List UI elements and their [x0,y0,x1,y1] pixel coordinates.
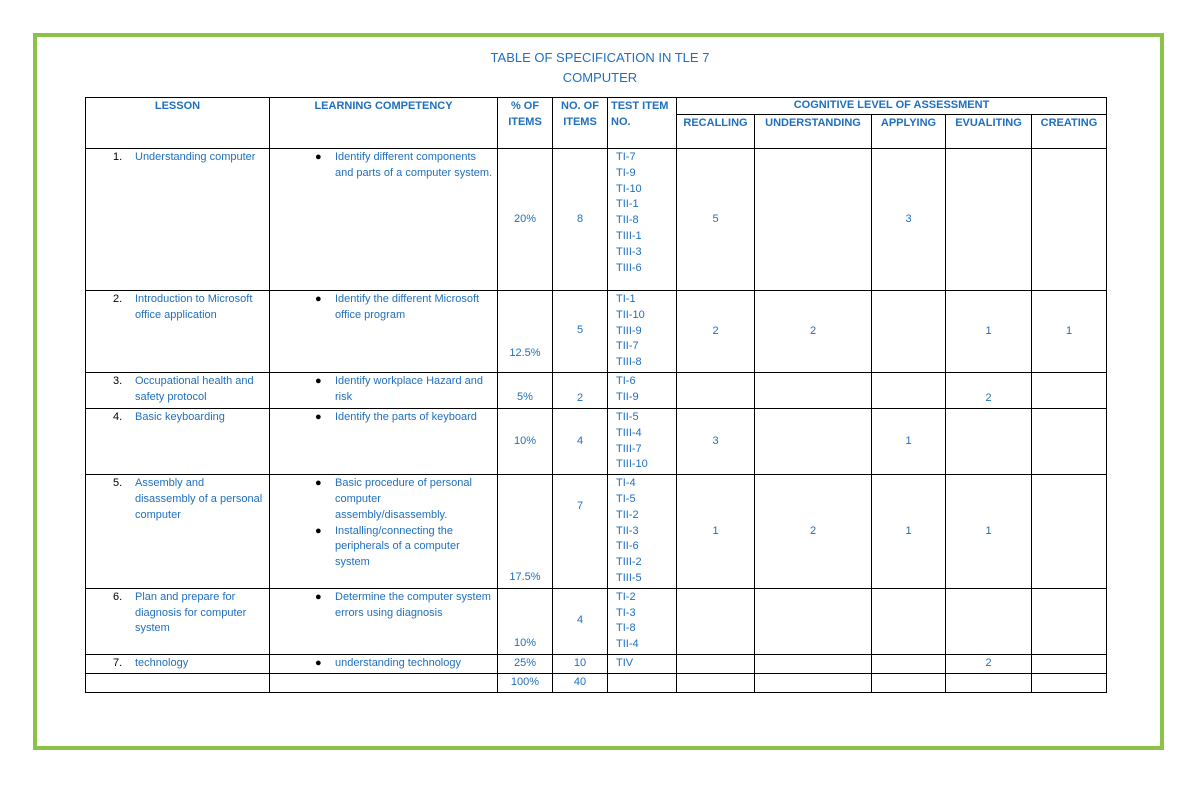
evualiting-cell [946,408,1032,474]
competency-item [273,476,494,523]
table-row [86,149,1107,291]
competency-item [273,410,494,426]
recalling-cell: 2 [677,291,755,373]
test-item-no: TIII-2 [616,556,642,569]
no-items-cell: 4 [553,408,608,474]
applying-cell: 1 [872,408,946,474]
test-item-cell [608,654,677,673]
competency-item [273,590,494,622]
test-item-no: TIV [616,656,634,669]
understanding-cell: 2 [755,475,872,589]
creating-cell [1032,408,1107,474]
creating-cell [1032,475,1107,589]
col-header-applying: APPLYING [872,115,946,149]
col-header-cognitive: COGNITIVE LEVEL OF ASSESSMENT [677,98,1107,115]
understanding-cell [755,654,872,673]
competency-cell [270,408,498,474]
recalling-cell: 5 [677,149,755,291]
evualiting-cell: 2 [946,654,1032,673]
no-items-cell: 10 [553,654,608,673]
test-item-no: TII-8 [616,214,639,227]
understanding-cell [755,149,872,291]
lesson-cell [86,372,270,408]
lesson-number: 5. [113,477,123,490]
understanding-cell [755,588,872,654]
totals-blank-cell [270,673,498,692]
applying-cell [872,588,946,654]
table-body [86,149,1107,693]
lesson-text: Plan and prepare for diagnosis for computer system [135,590,247,635]
test-item-cell [608,149,677,291]
lesson-number: 1. [113,151,123,163]
col-header-competency: LEARNING COMPETENCY [270,98,498,149]
test-item-no: TI-7 [616,151,636,163]
test-item-no: TI-4 [616,477,636,490]
test-item-no: TII-2 [616,508,639,521]
col-header-lesson: LESSON [86,98,270,149]
test-item-no: TI-5 [616,492,636,505]
bullet-icon: ● [315,410,322,423]
lesson-number: 2. [113,293,123,305]
no-items-cell: 5 [553,291,608,373]
no-items-cell: 4 [553,588,608,654]
totals-blank-cell [1032,673,1107,692]
document-title: TABLE OF SPECIFICATION IN TLE 7 [490,50,710,65]
col-header-test-item: TEST ITEM NO. [608,98,677,149]
lesson-cell [86,475,270,589]
test-item-no: TII-5 [616,410,639,423]
lesson-cell [86,588,270,654]
test-item-cell [608,408,677,474]
evualiting-cell: 1 [946,291,1032,373]
lesson-number: 3. [113,374,123,387]
bullet-icon: ● [315,524,322,537]
competency-text: Identify the parts of keyboard [335,410,477,423]
test-item-no: TI-8 [616,622,636,635]
understanding-cell [755,408,872,474]
lesson-text: Basic keyboarding [135,410,225,423]
test-item-no: TII-7 [616,340,639,353]
totals-blank-cell [946,673,1032,692]
test-item-no: TIII-9 [616,324,642,337]
test-item-no: TI-2 [616,590,636,603]
understanding-cell: 2 [755,291,872,373]
test-item-no: TI-10 [616,182,642,195]
test-item-no: TII-9 [616,390,639,403]
percent-cell: 5% [498,372,553,408]
test-item-cell [608,291,677,373]
understanding-cell [755,372,872,408]
competency-text: Identify the different Microsoft office program [335,293,480,321]
percent-cell: 17.5% [498,475,553,589]
test-item-no: TIII-10 [616,458,648,471]
test-item-no: TII-4 [616,638,639,651]
bullet-icon: ● [315,293,322,305]
table-row [86,372,1107,408]
test-item-no: TI-6 [616,374,636,387]
competency-text: Determine the computer system errors using diagnosis [335,590,491,619]
col-header-no-items: NO. OF ITEMS [553,98,608,149]
table-row [86,408,1107,474]
test-item-cell [608,588,677,654]
creating-cell [1032,149,1107,291]
no-items-cell: 7 [553,475,608,589]
test-item-no: TIII-4 [616,426,642,439]
recalling-cell [677,372,755,408]
test-item-no: TI-9 [616,166,636,179]
percent-cell: 10% [498,588,553,654]
competency-text: Installing/connecting the peripherals of a computer system [335,524,460,569]
lesson-text: Assembly and disassembly of a personal computer [135,477,263,521]
totals-blank-cell [86,673,270,692]
totals-blank-cell [608,673,677,692]
bullet-icon: ● [315,656,322,669]
evualiting-cell [946,588,1032,654]
competency-item [273,150,494,182]
applying-cell: 3 [872,149,946,291]
table-row [86,291,1107,373]
competency-cell [270,654,498,673]
totals-blank-cell [755,673,872,692]
table-row [86,475,1107,589]
test-item-no: TII-10 [616,308,645,321]
recalling-cell: 3 [677,408,755,474]
percent-cell: 20% [498,149,553,291]
applying-cell [872,654,946,673]
competency-item [273,524,494,571]
percent-cell: 12.5% [498,291,553,373]
competency-cell [270,291,498,373]
table-row [86,654,1107,673]
evualiting-cell: 2 [946,372,1032,408]
bullet-icon: ● [315,151,322,163]
test-item-no: TII-3 [616,524,639,537]
competency-cell [270,475,498,589]
competency-item [273,656,494,672]
col-header-understanding: UNDERSTANDING [755,115,872,149]
test-item-no: TIII-1 [616,229,642,242]
competency-cell [270,588,498,654]
recalling-cell [677,654,755,673]
competency-item [273,292,494,324]
percent-cell: 25% [498,654,553,673]
test-item-no: TIII-8 [616,356,642,369]
test-item-no: TIII-5 [616,571,642,584]
competency-text: Identify workplace Hazard and risk [335,374,483,403]
competency-text: understanding technology [335,656,461,669]
evualiting-cell [946,149,1032,291]
creating-cell [1032,372,1107,408]
lesson-number: 4. [113,410,123,423]
table-row [86,588,1107,654]
evualiting-cell: 1 [946,475,1032,589]
competency-cell [270,149,498,291]
bullet-icon: ● [315,477,322,490]
col-header-evualiting: EVUALITING [946,115,1032,149]
percent-cell: 10% [498,408,553,474]
totals-blank-cell [872,673,946,692]
test-item-no: TII-6 [616,540,639,553]
test-item-cell [608,372,677,408]
test-item-cell [608,475,677,589]
applying-cell: 1 [872,475,946,589]
applying-cell [872,372,946,408]
test-item-no: TI-3 [616,606,636,619]
lesson-number: 6. [113,590,123,603]
no-items-cell: 2 [553,372,608,408]
competency-item [273,374,494,406]
creating-cell [1032,654,1107,673]
lesson-text: technology [135,656,189,669]
test-item-no: TI-1 [616,293,636,305]
test-item-no: TII-1 [616,198,639,211]
creating-cell [1032,588,1107,654]
test-item-no: TIII-7 [616,442,642,455]
document-subtitle: COMPUTER [562,70,638,85]
applying-cell [872,291,946,373]
competency-cell [270,372,498,408]
col-header-percent: % OF ITEMS [498,98,553,149]
lesson-text: Introduction to Microsoft office application [135,293,253,321]
lesson-text: Understanding computer [135,151,256,163]
total-percent-cell: 100% [498,673,553,692]
lesson-cell [86,149,270,291]
lesson-cell [86,654,270,673]
specification-table [85,97,1107,693]
bullet-icon: ● [315,374,322,387]
bullet-icon: ● [315,590,322,603]
col-header-creating: CREATING [1032,115,1107,149]
totals-blank-cell [677,673,755,692]
col-header-recalling: RECALLING [677,115,755,149]
recalling-cell: 1 [677,475,755,589]
no-items-cell: 8 [553,149,608,291]
test-item-no: TIII-6 [616,261,642,274]
lesson-number: 7. [113,656,123,669]
creating-cell: 1 [1032,291,1107,373]
recalling-cell [677,588,755,654]
totals-row [86,673,1107,692]
lesson-cell [86,408,270,474]
competency-text: Basic procedure of personal computer assembly/disassembly. [335,477,472,521]
competency-text: Identify different components and parts of a computer system. [335,151,493,179]
test-item-no: TIII-3 [616,245,642,258]
lesson-cell [86,291,270,373]
lesson-text: Occupational health and safety protocol [135,374,254,403]
total-no-cell: 40 [553,673,608,692]
